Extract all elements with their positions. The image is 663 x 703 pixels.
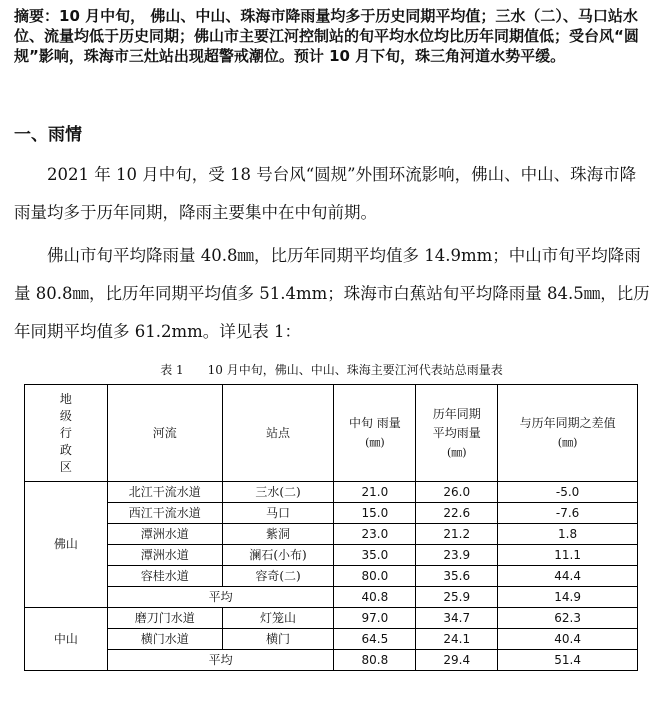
table-row <box>25 524 638 545</box>
region-cell-zhongshan: 中山 <box>25 608 108 671</box>
header-river: 河流 <box>107 385 222 482</box>
header-rain: 中旬 雨量 (㎜) <box>334 385 416 482</box>
rain-cell: 40.8 <box>334 587 416 608</box>
diff-cell: 40.4 <box>498 629 638 650</box>
diff-cell: -5.0 <box>498 482 638 503</box>
table-average-row <box>25 650 638 671</box>
rain-cell: 35.0 <box>334 545 416 566</box>
table-row <box>25 503 638 524</box>
station-cell: 横门 <box>222 629 334 650</box>
region-cell-foshan: 佛山 <box>25 482 108 608</box>
header-station: 站点 <box>222 385 334 482</box>
header-difference: 与历年同期之差值 (㎜) <box>498 385 638 482</box>
diff-cell: 11.1 <box>498 545 638 566</box>
avg-cell: 22.6 <box>416 503 498 524</box>
abstract-label: 摘要： <box>14 7 60 25</box>
section-title-rainfall: 一、雨情 <box>14 125 82 145</box>
station-cell: 灯笼山 <box>222 608 334 629</box>
station-cell: 马口 <box>222 503 334 524</box>
rainfall-table <box>24 384 638 671</box>
abstract <box>14 6 654 66</box>
avg-cell: 26.0 <box>416 482 498 503</box>
table-row <box>25 482 638 503</box>
avg-cell: 21.2 <box>416 524 498 545</box>
avg-cell: 35.6 <box>416 566 498 587</box>
station-cell: 三水(二) <box>222 482 334 503</box>
avg-cell: 24.1 <box>416 629 498 650</box>
header-historical-avg: 历年同期 平均雨量 (㎜) <box>416 385 498 482</box>
average-label: 平均 <box>107 650 334 671</box>
rain-cell: 64.5 <box>334 629 416 650</box>
station-cell: 容奇(二) <box>222 566 334 587</box>
diff-cell: 62.3 <box>498 608 638 629</box>
average-label: 平均 <box>107 587 334 608</box>
river-cell: 北江干流水道 <box>107 482 222 503</box>
river-cell: 横门水道 <box>107 629 222 650</box>
rain-cell: 80.8 <box>334 650 416 671</box>
table-caption: 表 1 10 月中旬，佛山、中山、珠海主要江河代表站总雨量表 <box>160 363 503 377</box>
river-cell: 西江干流水道 <box>107 503 222 524</box>
rainfall-paragraph-2: 佛山市旬平均降雨量 40.8㎜，比历年同期平均值多 14.9mm；中山市旬平均降雨量 80.8㎜，比历年同期平均值多 51.4mm；珠海市白蕉站旬平均降雨量 84.5㎜，比历年同期平均值多 61.2mm。详见表 1： <box>14 246 650 341</box>
diff-cell: 51.4 <box>498 650 638 671</box>
diff-cell: -7.6 <box>498 503 638 524</box>
river-cell: 潭洲水道 <box>107 545 222 566</box>
table-row <box>25 608 638 629</box>
diff-cell: 44.4 <box>498 566 638 587</box>
table-header-row <box>25 385 638 482</box>
table-average-row <box>25 587 638 608</box>
station-cell: 紫洞 <box>222 524 334 545</box>
rain-cell: 23.0 <box>334 524 416 545</box>
table-row <box>25 629 638 650</box>
avg-cell: 34.7 <box>416 608 498 629</box>
station-cell: 澜石(小布) <box>222 545 334 566</box>
rain-cell: 97.0 <box>334 608 416 629</box>
river-cell: 潭洲水道 <box>107 524 222 545</box>
table-row <box>25 545 638 566</box>
river-cell: 容桂水道 <box>107 566 222 587</box>
rain-cell: 21.0 <box>334 482 416 503</box>
avg-cell: 25.9 <box>416 587 498 608</box>
abstract-text: 10 月中旬， 佛山、中山、珠海市降雨量均多于历史同期平均值；三水（二）、马口站水位、流量均低于历史同期；佛山市主要江河控制站的旬平均水位均比历年同期值低；受台风“圆规”影响，珠海市三灶站出现超警戒潮位。预计 10 月下旬，珠三角河道水势平缓。 <box>14 7 639 65</box>
river-cell: 磨刀门水道 <box>107 608 222 629</box>
header-region: 地 级 行 政 区 <box>25 385 108 482</box>
diff-cell: 14.9 <box>498 587 638 608</box>
avg-cell: 23.9 <box>416 545 498 566</box>
avg-cell: 29.4 <box>416 650 498 671</box>
rain-cell: 80.0 <box>334 566 416 587</box>
rain-cell: 15.0 <box>334 503 416 524</box>
diff-cell: 1.8 <box>498 524 638 545</box>
rainfall-paragraph-1: 2021 年 10 月中旬，受 18 号台风“圆规”外围环流影响，佛山、中山、珠海市降雨量均多于历年同期，降雨主要集中在中旬前期。 <box>14 165 637 222</box>
table-row <box>25 566 638 587</box>
